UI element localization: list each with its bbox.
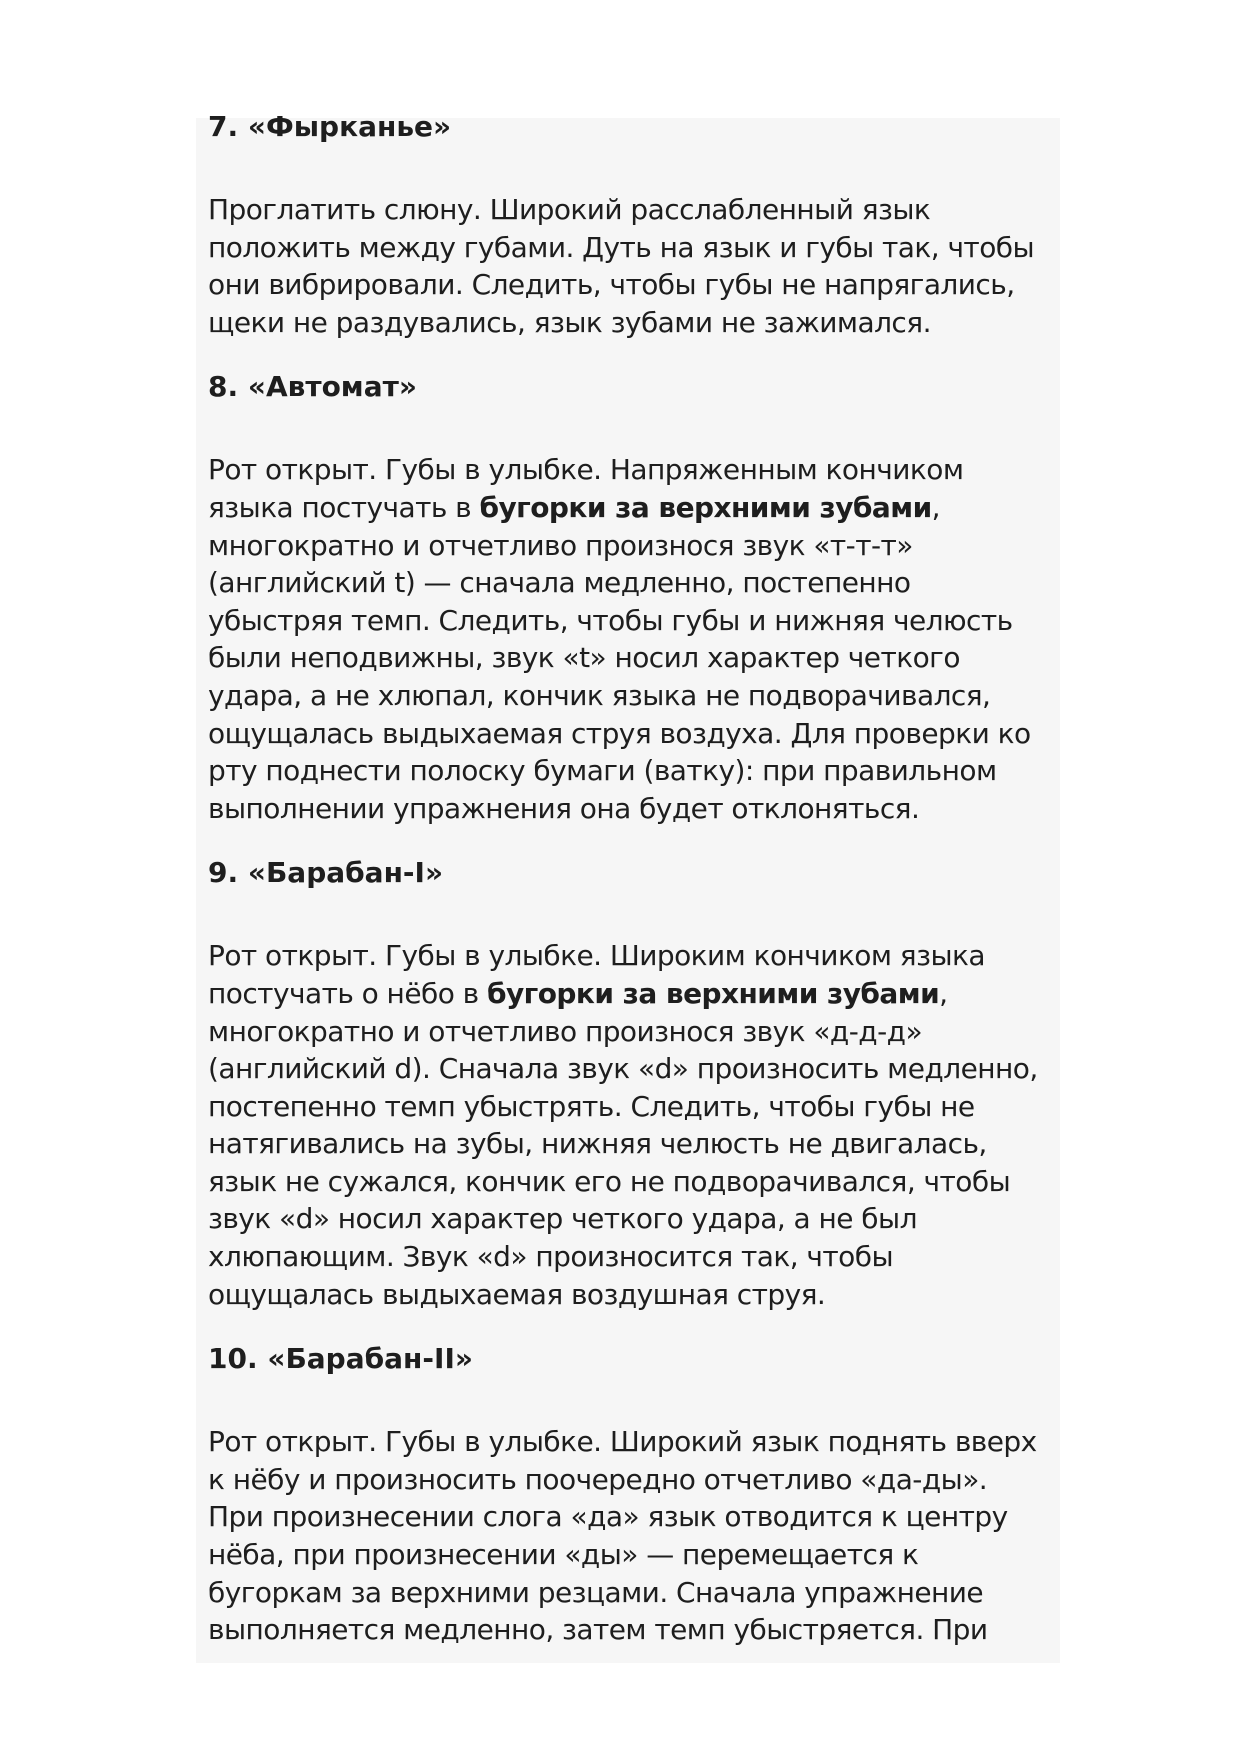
text-line: были неподвижны, звук «t» носил характер четкого <box>208 641 960 675</box>
text-line: убыстряя темп. Следить, чтобы губы и нижняя челюсть <box>208 603 1013 637</box>
text-fragment: , <box>931 490 941 524</box>
text-line: они вибрировали. Следить, чтобы губы не напрягались, <box>208 268 1015 302</box>
section-body-10 <box>208 1423 1068 1649</box>
text-fragment: постучать о нёбо в <box>208 976 487 1010</box>
text-line: многократно и отчетливо произнося звук «т-т-т» <box>208 528 913 562</box>
text-fragment: языка постучать в <box>208 490 480 524</box>
text-fragment: , <box>939 976 948 1010</box>
text-line: звук «d» носил характер четкого удара, а не был <box>208 1202 917 1236</box>
text-line: удара, а не хлюпал, кончик языка не подворачивался, <box>208 678 991 712</box>
section-title-7: 7. «Фырканье» <box>208 110 452 143</box>
text-line: Проглатить слюну. Широкий расслабленный язык <box>208 193 931 226</box>
text-line: Рот открыт. Губы в улыбке. Широкий язык поднять вверх <box>208 1425 1037 1459</box>
section-title-10: 10. «Барабан-II» <box>208 1342 473 1376</box>
text-line: многократно и отчетливо произнося звук «д-д-д» <box>208 1014 923 1048</box>
section-body-9 <box>208 937 1068 1313</box>
text-line: постепенно темп убыстрять. Следить, чтобы губы не <box>208 1089 975 1123</box>
text-line: положить между губами. Дуть на язык и губы так, чтобы <box>208 230 1035 264</box>
text-line: хлюпающим. Звук «d» произносится так, чтобы <box>208 1240 894 1274</box>
text-line: натягивались на зубы, нижняя челюсть не двигалась, <box>208 1127 987 1161</box>
emphasized-text: бугорки за верхними зубами <box>486 976 940 1010</box>
text-line-with-emphasis <box>208 975 1068 1013</box>
emphasized-text: бугорки за верхними зубами <box>479 490 932 524</box>
section-body-8 <box>208 451 1068 827</box>
section-body-7 <box>208 191 1068 341</box>
text-line: (английский d). Сначала звук «d» произносить медленно, <box>208 1052 1038 1086</box>
text-line: рту поднести полоску бумаги (ватку): при правильном <box>208 754 997 788</box>
text-line: Рот открыт. Губы в улыбке. Напряженным кончиком <box>208 453 964 487</box>
text-line: выполнении упражнения она будет отклоняться. <box>208 791 920 825</box>
document-content <box>208 108 1068 1649</box>
text-line: бугоркам за верхними резцами. Сначала упражнение <box>208 1575 984 1609</box>
text-line-with-emphasis <box>208 489 1068 527</box>
text-line: Рот открыт. Губы в улыбке. Широким кончиком языка <box>208 939 985 973</box>
text-line: к нёбу и произносить поочередно отчетливо «да-ды». <box>208 1462 988 1496</box>
text-line: При произнесении слога «да» язык отводится к центру <box>208 1500 1008 1534</box>
text-line: (английский t) — сначала медленно, постепенно <box>208 566 911 600</box>
section-title-9: 9. «Барабан-I» <box>208 856 444 890</box>
text-line: нёба, при произнесении «ды» — перемещается к <box>208 1538 919 1572</box>
text-line: щеки не раздувались, язык зубами не зажимался. <box>208 305 931 339</box>
text-line: ощущалась выдыхаемая струя воздуха. Для проверки ко <box>208 716 1031 750</box>
text-line: выполняется медленно, затем темп убыстряется. При <box>208 1613 988 1647</box>
text-line: ощущалась выдыхаемая воздушная струя. <box>208 1277 826 1311</box>
section-title-8: 8. «Автомат» <box>208 370 417 404</box>
text-line: язык не сужался, кончик его не подворачивался, чтобы <box>208 1164 1011 1198</box>
